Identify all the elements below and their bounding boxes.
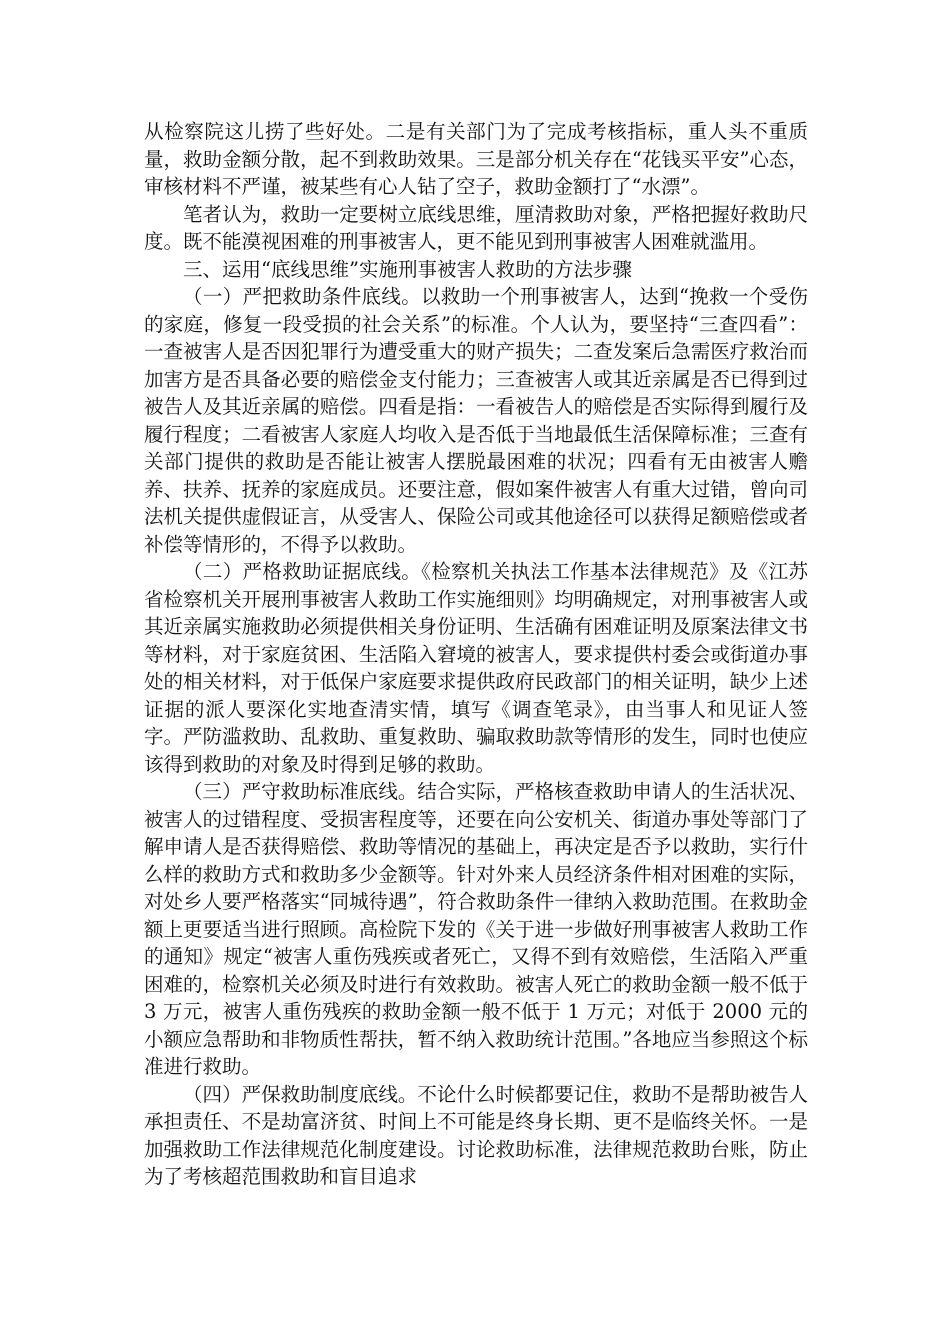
paragraph-system-baseline: （四）严保救助制度底线。不论什么时候都要记住，救助不是帮助被告人承担责任、不是劫富济贫、时间上不可能是终身长期、更不是临终关怀。一是加强救助工作法律规范化制度建设。讨论救助标准，法律规范救助台账，防止为了考核超范围救助和盲目追求 [144,1082,808,1188]
paragraph-author-view: 笔者认为，救助一定要树立底线思维，厘清救助对象，严格把握好救助尺度。既不能漠视困难的刑事被害人，更不能见到刑事被害人困难就滥用。 [144,202,808,253]
paragraph-condition-baseline: （一）严把救助条件底线。以救助一个刑事被害人，达到“挽救一个受伤的家庭，修复一段受损的社会关系”的标准。个人认为，要坚持“三查四看”：一查被害人是否因犯罪行为遭受重大的财产损失；二查发案后急需医疗救治而加害方是否具备必要的赔偿金支付能力；三查被害人或其近亲属是否已得到过被告人及其近亲属的赔偿。四看是指：一看被告人的赔偿是否实际得到履行及履行程度；二看被害人家庭人均收入是否低于当地最低生活保障标准；三查有关部门提供的救助是否能让被害人摆脱最困难的状况；四看有无由被害人赡养、扶养、抚养的家庭成员。还要注意，假如案件被害人有重大过错，曾向司法机关提供虚假证言，从受害人、保险公司或其他途径可以获得足额赔偿或者补偿等情形的，不得予以救助。 [144,285,808,556]
paragraph-standard-baseline: （三）严守救助标准底线。结合实际，严格核查救助申请人的生活状况、被害人的过错程度、受损害程度等，还要在向公安机关、街道办事处等部门了解申请人是否获得赔偿、救助等情况的基础上，再决定是否予以救助，实行什么样的救助方式和救助多少金额等。针对外来人员经济条件相对困难的实际，对处乡人要严格落实“同城待遇”，符合救助条件一律纳入救助范围。在救助金额上更要适当进行照顾。高检院下发的《关于进一步做好刑事被害人救助工作的通知》规定“被害人重伤残疾或者死亡，又得不到有效赔偿，生活陷入严重困难的，检察机关必须及时进行有效救助。被害人死亡的救助金额一般不低于 3 万元，被害人重伤残疾的救助金额一般不低于 1 万元；对低于 2000 元的小额应急帮助和非物质性帮扶，暂不纳入救助统计范围。”各地应当参照这个标准进行救助。 [144,780,808,1078]
section-heading: 三、运用“底线思维”实施刑事被害人救助的方法步骤 [183,257,632,281]
paragraph-evidence-baseline: （二）严格救助证据底线。《检察机关执法工作基本法律规范》及《江苏省检察机关开展刑事被害人救助工作实施细则》均明确规定，对刑事被害人或其近亲属实施救助必须提供相关身份证明、生活确有困难证明及原案法律文书等材料，对于家庭贫困、生活陷入窘境的被害人，要求提供村委会或街道办事处的相关材料，对于低保户家庭要求提供政府民政部门的相关证明，缺少上述证据的派人要深化实地查清实情，填写《调查笔录》，由当事人和见证人签字。严防滥救助、乱救助、重复救助、骗取救助款等情形的发生，同时也使应该得到救助的对象及时得到足够的救助。 [144,560,808,776]
paragraph-continuation: 从检察院这儿捞了些好处。二是有关部门为了完成考核指标，重人头不重质量，救助金额分散，起不到救助效果。三是部分机关存在“花钱买平安”心态，审核材料不严谨，被某些有心人钻了空子，救助金额打了“水漂”。 [144,120,808,198]
document-body [144,118,808,1191]
